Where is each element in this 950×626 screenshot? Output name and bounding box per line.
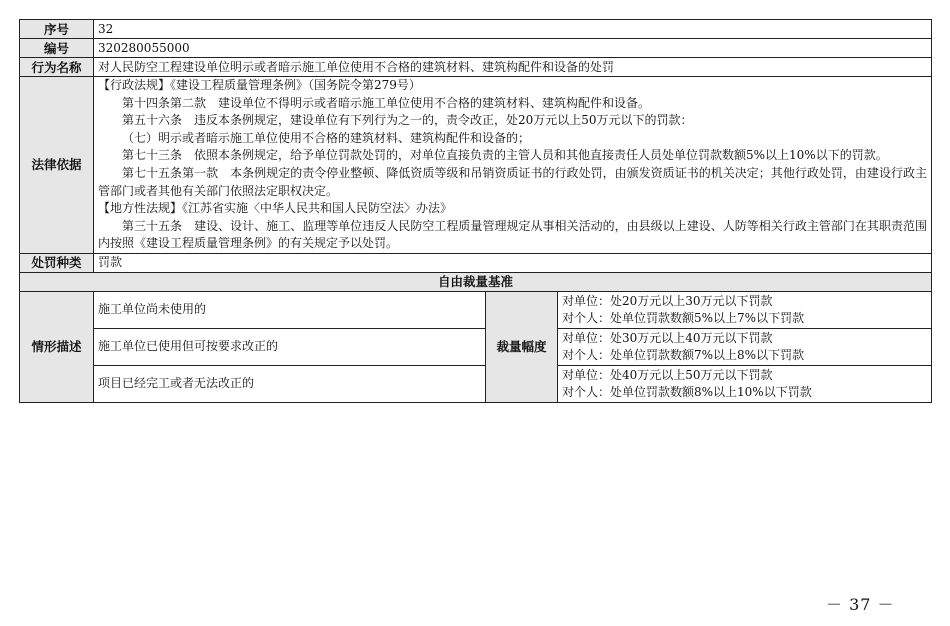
row-basis <box>20 77 932 254</box>
scenario-text: 项目已经完工或者无法改正的 <box>94 365 486 402</box>
range-cell <box>558 365 932 402</box>
row-scenario-2 <box>20 328 932 365</box>
page-number: － 37 － <box>826 595 895 614</box>
basis-line: （七）明示或者暗示施工单位使用不合格的建筑材料、建筑构配件和设备的； <box>122 130 531 145</box>
basis-line: 第七十三条 依照本条例规定，给予单位罚款处罚的，对单位直接负责的主管人员和其他直接责任人员处单位罚款数额5%以上10%以下的罚款。 <box>122 148 888 163</box>
basis-line: 第五十六条 违反本条例规定，建设单位有下列行为之一的，责令改正，处20万元以上50万元以下的罚款： <box>122 113 693 128</box>
basis-line: 【行政法规】《建设工程质量管理条例》（国务院令第279号） <box>98 78 421 92</box>
scenario-text: 施工单位尚未使用的 <box>94 291 486 328</box>
basis-label: 法律依据 <box>20 77 94 254</box>
basis-line: 第三十五条 建设、设计、施工、监理等单位违反人民防空工程质量管理规定从事相关活动的，由县级以上建设、人防等相关行政主管部门在其职责范围内按照《建设工程质量管理条例》的有关规定予以处罚。 <box>98 218 927 251</box>
discretion-title: 自由裁量基准 <box>20 272 932 291</box>
code-label: 编号 <box>20 39 94 58</box>
basis-line: 第七十五条第一款 本条例规定的责令停业整顿、降低资质等级和吊销资质证书的行政处罚，由颁发资质证书的机关决定；其他行政处罚，由建设行政主管部门或者其他有关部门依照法定职权决定。 <box>98 165 927 198</box>
range-cell <box>558 291 932 328</box>
code-value: 320280055000 <box>94 39 932 58</box>
penalty-value: 罚款 <box>94 253 932 272</box>
act-label: 行为名称 <box>20 58 94 77</box>
seq-label: 序号 <box>20 20 94 39</box>
seq-value: 32 <box>94 20 932 39</box>
penalty-label: 处罚种类 <box>20 253 94 272</box>
scenario-label: 情形描述 <box>20 291 94 402</box>
row-code <box>20 39 932 58</box>
basis-line: 第十四条第二款 建设单位不得明示或者暗示施工单位使用不合格的建筑材料、建筑构配件和设备。 <box>122 95 651 110</box>
act-value: 对人民防空工程建设单位明示或者暗示施工单位使用不合格的建筑材料、建筑构配件和设备的处罚 <box>94 58 932 77</box>
basis-content <box>94 77 932 254</box>
range-label: 裁量幅度 <box>486 291 558 402</box>
row-seq <box>20 20 932 39</box>
range-unit: 对单位：处30万元以上40万元以下罚款 <box>562 330 773 345</box>
row-scenario-1 <box>20 291 932 328</box>
row-act <box>20 58 932 77</box>
range-person: 对个人：处单位罚款数额7%以上8%以下罚款 <box>562 347 805 362</box>
row-discretion-title <box>20 272 932 291</box>
range-unit: 对单位：处20万元以上30万元以下罚款 <box>562 293 773 308</box>
range-person: 对个人：处单位罚款数额5%以上7%以下罚款 <box>562 310 805 325</box>
scenario-text: 施工单位已使用但可按要求改正的 <box>94 328 486 365</box>
range-person: 对个人：处单位罚款数额8%以上10%以下罚款 <box>562 384 812 399</box>
basis-line: 【地方性法规】《江苏省实施〈中华人民共和国人民防空法〉办法》 <box>98 201 453 216</box>
row-scenario-3 <box>20 365 932 402</box>
range-unit: 对单位：处40万元以上50万元以下罚款 <box>562 367 773 382</box>
range-cell <box>558 328 932 365</box>
penalty-table <box>19 19 932 403</box>
row-penalty <box>20 253 932 272</box>
